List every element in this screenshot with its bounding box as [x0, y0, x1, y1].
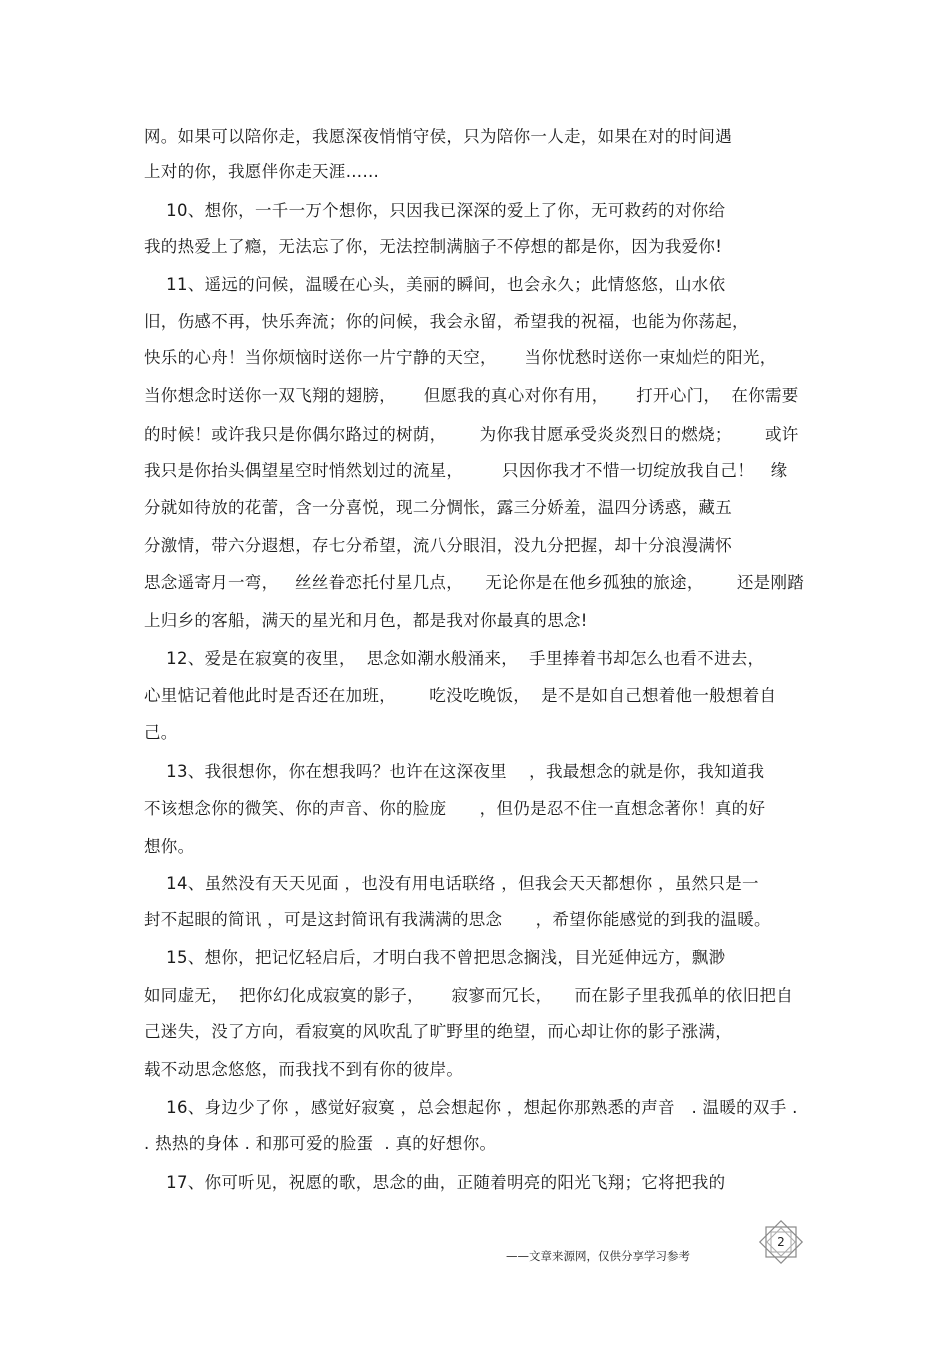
text-line: 的时候！或许我只是你偶尔路过的树荫， 为你我甘愿承受炎炎烈日的燃烧； 或许	[144, 425, 799, 444]
text-line: 己。	[144, 723, 178, 742]
text-line: 不该想念你的微笑、你的声音、你的脸庞 ，但仍是忍不住一直想念著你！真的好	[144, 799, 766, 818]
text-line: 分就如待放的花蕾，含一分喜悦，现二分惆怅，露三分娇羞，温四分诱惑，藏五	[144, 498, 732, 517]
page-number: 2	[777, 1235, 785, 1249]
text-line: 想你。	[144, 837, 195, 856]
text-line: 心里惦记着他此时是否还在加班， 吃没吃晚饭， 是不是如自己想着他一般想着自	[144, 686, 777, 705]
text-line: 12、爱是在寂寞的夜里， 思念如潮水般涌来， 手里捧着书却怎么也看不进去，	[144, 649, 765, 668]
text-line: 13、我很想你，你在想我吗？也许在这深夜里 ，我最想念的就是你，我知道我	[144, 762, 765, 781]
text-line: 分激情，带六分遐想，存七分希望，流八分眼泪，没九分把握，却十分浪漫满怀	[144, 536, 732, 555]
text-line: 15、想你，把记忆轻启后，才明白我不曾把思念搁浅，目光延伸远方，飘渺	[144, 948, 726, 967]
text-line: 14、虽然没有天天见面 ，也没有用电话联络 ，但我会天天都想你 ，虽然只是一	[144, 874, 759, 893]
text-line: . 热热的身体 . 和那可爱的脸蛋 . 真的好想你。	[144, 1134, 497, 1153]
footer-source-note: ——文章来源网，仅供分享学习参考	[506, 1249, 690, 1263]
text-line: 11、遥远的问候，温暖在心头，美丽的瞬间，也会永久；此情悠悠，山水依	[144, 275, 726, 294]
text-line: 当你想念时送你一双飞翔的翅膀， 但愿我的真心对你有用， 打开心门， 在你需要	[144, 386, 799, 405]
text-line: 快乐的心舟！当你烦恼时送你一片宁静的天空， 当你忧愁时送你一束灿烂的阳光，	[144, 348, 777, 367]
text-line: 载不动思念悠悠，而我找不到有你的彼岸。	[144, 1060, 464, 1079]
text-line: 上对的你，我愿伴你走天涯……	[144, 162, 380, 181]
text-line: 思念遥寄月一弯， 丝丝眷恋托付星几点， 无论你是在他乡孤独的旅途， 还是刚踏	[144, 573, 805, 592]
text-line: 己迷失，没了方向，看寂寞的风吹乱了旷野里的绝望，而心却让你的影子涨满，	[144, 1022, 732, 1041]
text-line: 旧，伤感不再，快乐奔流；你的问候，我会永留，希望我的祝福，也能为你荡起，	[144, 312, 749, 331]
text-line: 10、想你，一千一万个想你，只因我已深深的爱上了你，无可救药的对你给	[144, 201, 726, 220]
text-line: 封不起眼的简讯 ，可是这封简讯有我满满的思念 ，希望你能感觉的到我的温暖。	[144, 910, 771, 929]
text-line: 我的热爱上了瘾，无法忘了你，无法控制满脑子不停想的都是你，因为我爱你!	[144, 237, 723, 256]
text-line: 如同虚无， 把你幻化成寂寞的影子， 寂寥而冗长， 而在影子里我孤单的依旧把自	[144, 986, 793, 1005]
text-line: 16、身边少了你 ，感觉好寂寞 ，总会想起你 ，想起你那熟悉的声音 . 温暖的双手 .	[144, 1098, 798, 1117]
text-line: 我只是你抬头偶望星空时悄然划过的流星， 只因你我才不惜一切绽放我自己！ 缘	[144, 461, 788, 480]
text-line: 17、你可听见，祝愿的歌，思念的曲，正随着明亮的阳光飞翔；它将把我的	[144, 1173, 726, 1192]
page-number-badge	[757, 1218, 805, 1266]
text-line: 网。如果可以陪你走，我愿深夜悄悄守侯，只为陪你一人走，如果在对的时间遇	[144, 127, 732, 146]
text-line: 上归乡的客船，满天的星光和月色，都是我对你最真的思念!	[144, 611, 588, 630]
